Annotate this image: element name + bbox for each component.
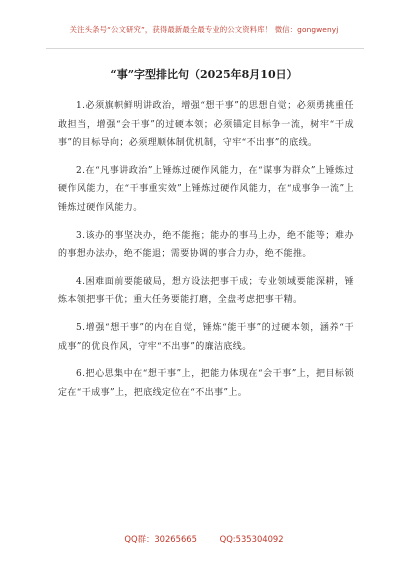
footer-contact	[0, 533, 408, 545]
footer-qq-group: QQ群：30265665	[124, 534, 197, 544]
document-body	[58, 97, 354, 411]
paragraph-6: 6.把心思集中在“想干事”上，把能力体现在“会干事”上，把目标锁定在“干成事”上，把底线定位在“不出事”上。	[58, 369, 354, 398]
paragraph-2: 2.在“凡事讲政治”上锤炼过硬作风能力，在“谋事为群众”上锤炼过硬作风能力，在“干事重实效”上锤炼过硬作风能力，在“成事争一流”上锤炼过硬作风能力。	[58, 165, 354, 213]
paragraph-3: 3.该办的事坚决办，绝不能拖；能办的事马上办，绝不能等；难办的事想办法办，绝不能退；需要协调的事合力办，绝不能推。	[58, 230, 354, 260]
paragraph-4: 4.困难面前要能破局，想方设法把事干成；专业领域要能深耕，锤炼本领把事干优；重大任务要能打磨，全盘考虑把事干精。	[58, 276, 354, 306]
paragraph-5: 5.增强“想干事”的内在自觉，锤炼“能干事”的过硬本领，涵养“干成事”的优良作风，守牢“不出事”的廉洁底线。	[58, 322, 354, 352]
paragraph-1: 1.必须旗帜鲜明讲政治，增强“想干事”的思想自觉；必须勇挑重任敢担当，增强“会干事”的过硬本领；必须锚定目标争一流，树牢“干成事”的目标导向；必须理顺体制优机制，守牢“不出事”的底线。	[58, 101, 354, 149]
document-title: “事”字型排比句（2025年8月10日）	[110, 68, 298, 81]
header-promo-note: 关注头条号“公文研究”，获得最新最全最专业的公文资料库！ 微信：gongwenyj	[69, 25, 339, 34]
footer-qq: QQ:535304092	[219, 534, 284, 544]
header-divider	[46, 48, 364, 49]
